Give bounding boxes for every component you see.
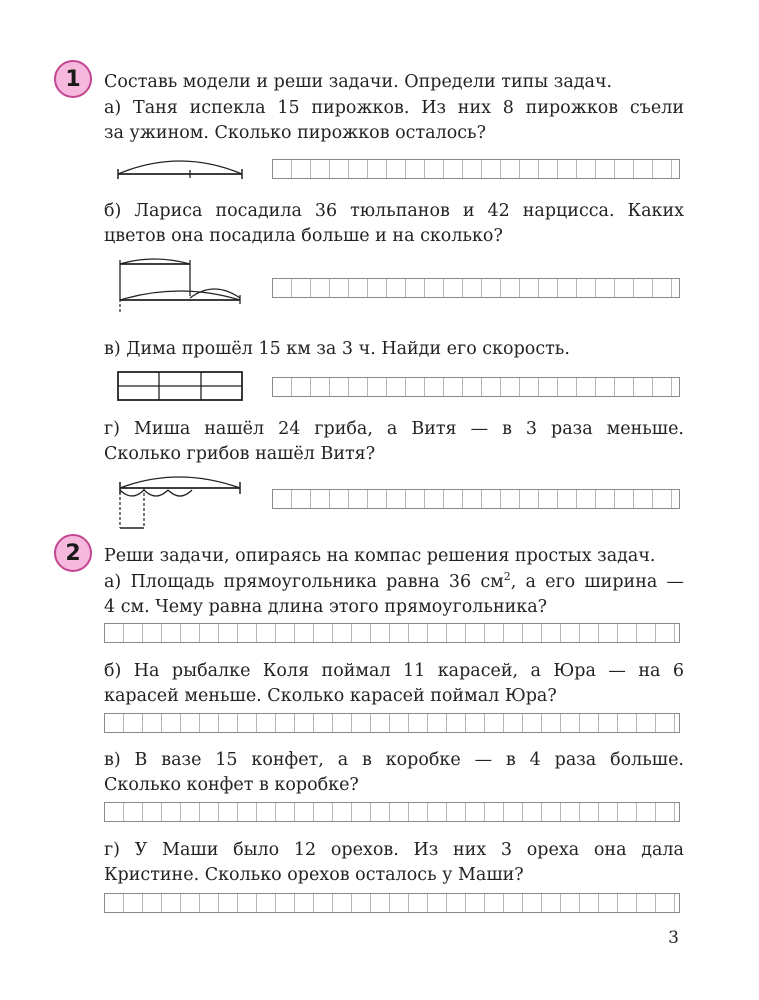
task-1a-text: а) Таня испекла 15 пирожков. Из них 8 пирожков съели за ужином. Сколько пирожков осталось?	[104, 98, 684, 143]
task-2-number: 2	[65, 540, 81, 566]
task-2-badge	[54, 534, 92, 572]
task-2g-answer-grid[interactable]	[104, 893, 680, 913]
task-1g-multiple-model	[112, 466, 246, 532]
task-2v-text: в) В вазе 15 конфет, а в коробке — в 4 раза больше. Сколько конфет в коробке?	[104, 750, 684, 795]
task-1v-text: в) Дима прошёл 15 км за 3 ч. Найди его скорость.	[104, 339, 570, 359]
task-1b-answer-grid[interactable]	[272, 278, 680, 298]
task-1a-answer-grid[interactable]	[272, 159, 680, 179]
task-2a-text: а) Площадь прямоугольника равна 36 $см^2$, а его ширина — 4 см. Чему равна длина этого прямоугольника?	[104, 570, 684, 617]
task-2b-text: б) На рыбалке Коля поймал 11 карасей, а Юра — на 6 карасей меньше. Сколько карасей поймал Юра?	[104, 661, 684, 706]
task-1g-answer-grid[interactable]	[272, 489, 680, 509]
task-1g-text: г) Миша нашёл 24 гриба, а Витя — в 3 раза меньше. Сколько грибов нашёл Витя?	[104, 419, 684, 464]
task-1v-answer-grid[interactable]	[272, 377, 680, 397]
task-1-badge	[54, 60, 92, 98]
task-1v-table-model	[116, 370, 246, 404]
page-number: 3	[668, 928, 679, 948]
task-2v-answer-grid[interactable]	[104, 802, 680, 822]
task-2-instruction: Реши задачи, опираясь на компас решения простых задач.	[104, 546, 656, 566]
task-1-number: 1	[65, 66, 81, 92]
task-1-instruction: Составь модели и реши задачи. Определи типы задач.	[104, 72, 613, 92]
task-1b-comparison-model	[112, 252, 250, 318]
task-2b-answer-grid[interactable]	[104, 713, 680, 733]
task-2a-answer-grid[interactable]	[104, 623, 680, 643]
task-1a-segment-model	[114, 150, 246, 184]
task-1b-text: б) Лариса посадила 36 тюльпанов и 42 нарцисса. Каких цветов она посадила больше и на сколько?	[104, 201, 684, 246]
task-2g-text: г) У Маши было 12 орехов. Из них 3 ореха она дала Кристине. Сколько орехов осталось у Маши?	[104, 840, 684, 885]
